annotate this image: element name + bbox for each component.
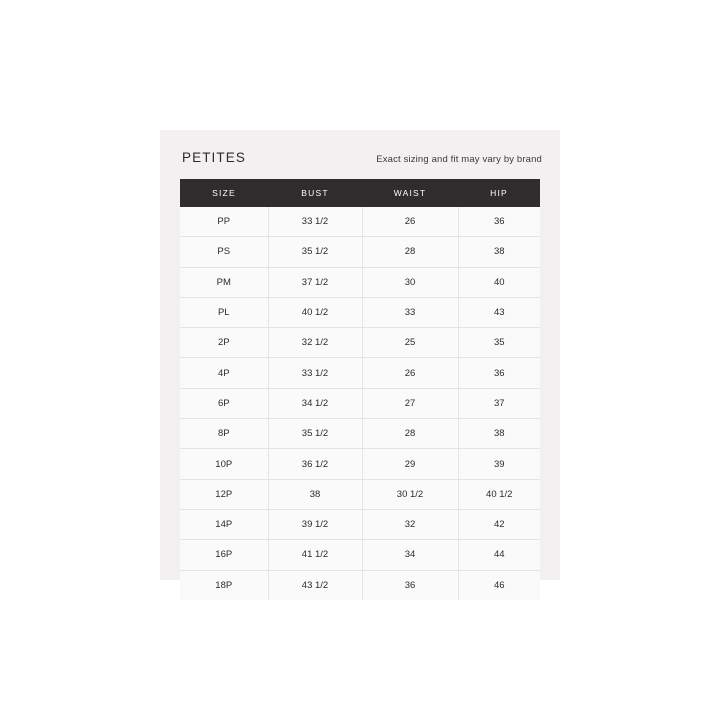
cell-waist: 26 — [362, 358, 458, 388]
cell-hip: 42 — [458, 509, 540, 539]
cell-waist: 30 — [362, 267, 458, 297]
cell-bust: 38 — [268, 479, 362, 509]
cell-size: 6P — [180, 388, 268, 418]
cell-hip: 36 — [458, 207, 540, 237]
cell-hip: 38 — [458, 419, 540, 449]
cell-waist: 33 — [362, 297, 458, 327]
cell-hip: 35 — [458, 328, 540, 358]
cell-size: PP — [180, 207, 268, 237]
cell-bust: 40 1/2 — [268, 297, 362, 327]
cell-bust: 33 1/2 — [268, 358, 362, 388]
cell-waist: 25 — [362, 328, 458, 358]
cell-bust: 43 1/2 — [268, 570, 362, 600]
size-table — [180, 179, 540, 600]
table-row — [180, 297, 540, 327]
cell-hip: 38 — [458, 237, 540, 267]
cell-waist: 29 — [362, 449, 458, 479]
table-row — [180, 328, 540, 358]
table-row — [180, 207, 540, 237]
table-row — [180, 449, 540, 479]
cell-size: 12P — [180, 479, 268, 509]
table-body — [180, 207, 540, 600]
cell-waist: 27 — [362, 388, 458, 418]
cell-bust: 36 1/2 — [268, 449, 362, 479]
cell-size: PL — [180, 297, 268, 327]
cell-bust: 35 1/2 — [268, 419, 362, 449]
page-title: PETITES — [182, 150, 246, 165]
column-header-size: SIZE — [180, 179, 268, 207]
cell-bust: 35 1/2 — [268, 237, 362, 267]
cell-hip: 37 — [458, 388, 540, 418]
cell-size: 2P — [180, 328, 268, 358]
cell-size: 10P — [180, 449, 268, 479]
cell-bust: 32 1/2 — [268, 328, 362, 358]
cell-size: 16P — [180, 540, 268, 570]
cell-hip: 40 — [458, 267, 540, 297]
cell-bust: 37 1/2 — [268, 267, 362, 297]
cell-bust: 34 1/2 — [268, 388, 362, 418]
table-row — [180, 570, 540, 600]
cell-bust: 39 1/2 — [268, 509, 362, 539]
sizing-disclaimer: Exact sizing and fit may vary by brand — [376, 154, 542, 165]
table-row — [180, 358, 540, 388]
table-row — [180, 388, 540, 418]
cell-hip: 46 — [458, 570, 540, 600]
table-header-row — [180, 179, 540, 207]
cell-bust: 33 1/2 — [268, 207, 362, 237]
table-row — [180, 237, 540, 267]
cell-hip: 43 — [458, 297, 540, 327]
cell-waist: 26 — [362, 207, 458, 237]
column-header-bust: BUST — [268, 179, 362, 207]
cell-waist: 30 1/2 — [362, 479, 458, 509]
column-header-waist: WAIST — [362, 179, 458, 207]
cell-size: PS — [180, 237, 268, 267]
cell-waist: 28 — [362, 237, 458, 267]
cell-size: 8P — [180, 419, 268, 449]
table-row — [180, 509, 540, 539]
cell-size: 4P — [180, 358, 268, 388]
cell-size: 18P — [180, 570, 268, 600]
table-row — [180, 267, 540, 297]
cell-bust: 41 1/2 — [268, 540, 362, 570]
table-row — [180, 479, 540, 509]
table-header — [180, 179, 540, 207]
cell-hip: 39 — [458, 449, 540, 479]
card-header — [160, 130, 560, 179]
cell-hip: 36 — [458, 358, 540, 388]
cell-waist: 34 — [362, 540, 458, 570]
cell-waist: 28 — [362, 419, 458, 449]
table-row — [180, 419, 540, 449]
cell-waist: 32 — [362, 509, 458, 539]
table-row — [180, 540, 540, 570]
cell-size: PM — [180, 267, 268, 297]
cell-hip: 44 — [458, 540, 540, 570]
cell-size: 14P — [180, 509, 268, 539]
cell-waist: 36 — [362, 570, 458, 600]
cell-hip: 40 1/2 — [458, 479, 540, 509]
size-chart-card — [160, 130, 560, 591]
column-header-hip: HIP — [458, 179, 540, 207]
